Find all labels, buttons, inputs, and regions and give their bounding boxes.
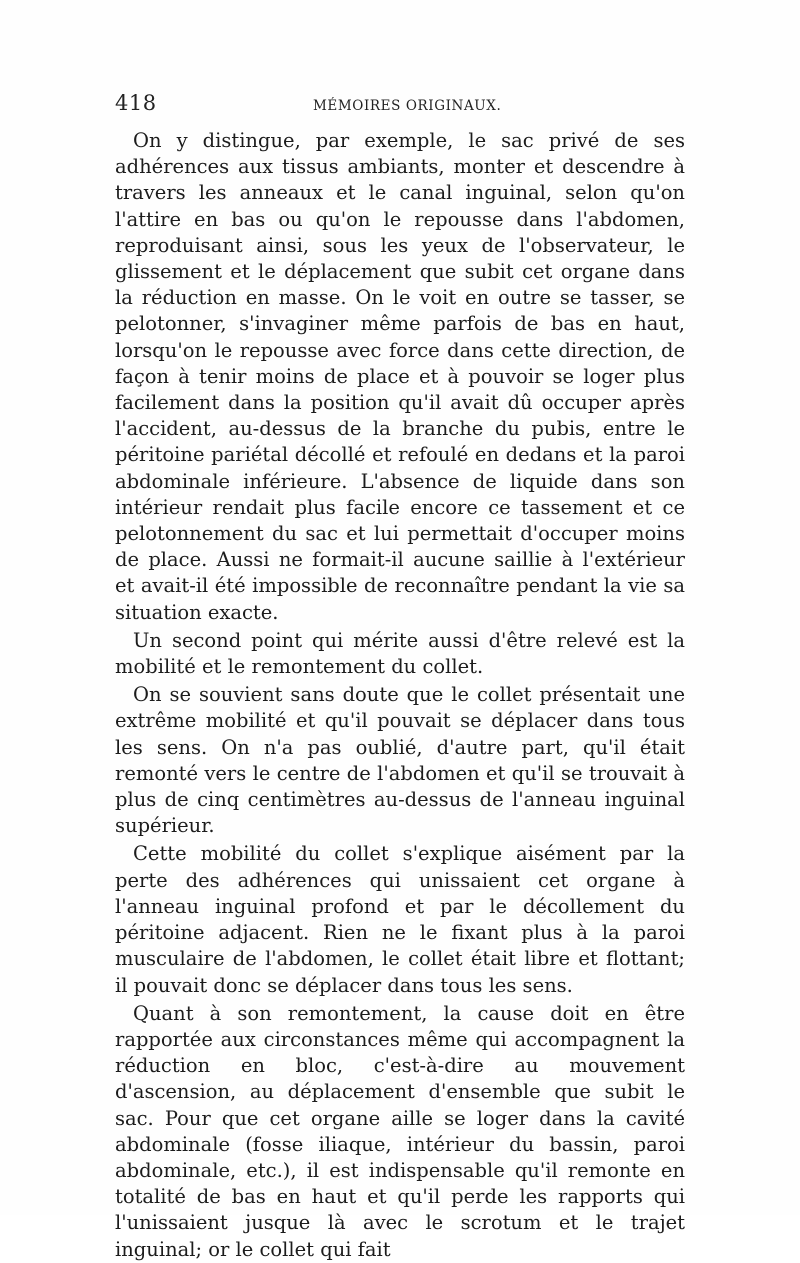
page-header (115, 91, 685, 121)
paragraph-collet-mobility: On se souvient sans doute que le collet présentait une extrême mobilité et qu'il pouvait se déplacer dans tous les sens. On n'a pas oublié, d'autre part, qu'il était remonté vers le centre de l'abdomen et qu'il se trouvait à plus de cinq centimètres au-dessus de l'anneau inguinal supérieur. (115, 683, 685, 838)
page-body (115, 128, 685, 1263)
paragraph-remontement-cause: Quant à son remontement, la cause doit en être rapportée aux circonstances même qui accompagnent la réduction en bloc, c'est-à-dire au mouvement d'ascension, au déplacement d'ensemble que subit le sac. Pour que cet organe aille se loger dans la cavité abdominale (fosse iliaque, intérieur du bassin, paroi abdominale, etc.), il est indispensable qu'il remonte en totalité de bas en haut et qu'il perde les rapports qui l'unissaient jusque là avec le scrotum et le trajet inguinal; or le collet qui fait (115, 1001, 685, 1261)
paragraph-second-point: Un second point qui mérite aussi d'être relevé est la mobilité et le remontement du collet. (115, 628, 685, 679)
running-title: MÉMOIRES ORIGINAUX. (313, 98, 502, 114)
page-number: 418 (115, 91, 157, 115)
paragraph-mobility-explanation: Cette mobilité du collet s'explique aisément par la perte des adhérences qui unissaient cet organe à l'anneau inguinal profond et par le décollement du péritoine adjacent. Rien ne le fixant plus à la paroi musculaire de l'abdomen, le collet était libre et flottant; il pouvait donc se déplacer dans tous les sens. (115, 842, 685, 997)
paragraph-sac-distinction: On y distingue, par exemple, le sac privé de ses adhérences aux tissus ambiants, monter et descendre à travers les anneaux et le canal inguinal, selon qu'on l'attire en bas ou qu'on le repousse dans l'abdomen, reproduisant ainsi, sous les yeux de l'observateur, le glissement et le déplacement que subit cet organe dans la réduction en masse. On le voit en outre se tasser, se pelotonner, s'invaginer même parfois de bas en haut, lorsqu'on le repousse avec force dans cette direction, de façon à tenir moins de place et à pouvoir se loger plus facilement dans la position qu'il avait dû occuper après l'accident, au-dessus de la branche du pubis, entre le péritoine pariétal décollé et refoulé en dedans et la paroi abdominale inférieure. L'absence de liquide dans son intérieur rendait plus facile encore ce tassement et ce pelotonnement du sac et lui permettait d'occuper moins de place. Aussi ne formait-il aucune saillie à l'extérieur et avait-il été impossible de reconnaître pendant la vie sa situation exacte. (115, 129, 685, 624)
